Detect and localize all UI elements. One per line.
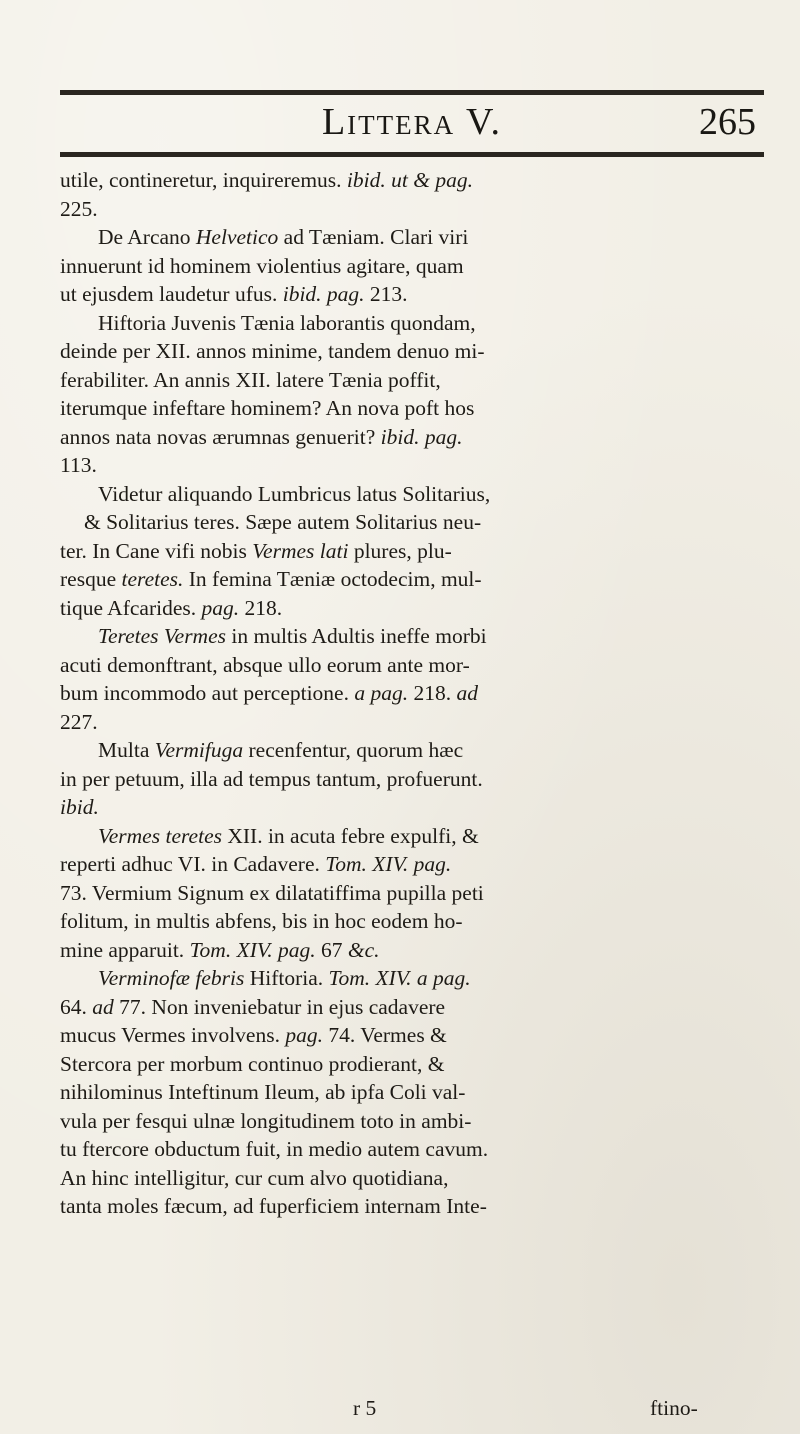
running-head bbox=[60, 100, 764, 144]
text-line: ibid. bbox=[60, 795, 99, 819]
text-line: 64. ad 77. Non inveniebatur in ejus cadavere bbox=[60, 994, 446, 1019]
text-line: acuti demonftrant, absque ullo eorum ante mor- bbox=[60, 652, 470, 677]
text-line: tu ftercore obductum fuit, in medio autem cavum. bbox=[60, 1137, 489, 1161]
text-line: mucus Vermes involvens. pag. 74. Vermes & bbox=[60, 1023, 447, 1047]
text-line: ut ejusdem laudetur ufus. ibid. pag. 213. bbox=[60, 282, 408, 306]
text-line: Teretes Vermes in multis Adultis ineffe morbi bbox=[98, 624, 487, 648]
header-top-rule bbox=[60, 90, 764, 95]
text-line: Stercora per morbum continuo prodierant, & bbox=[60, 1051, 445, 1076]
text-line: ter. In Cane vifi nobis Vermes lati plures, plu- bbox=[60, 538, 452, 563]
text-line: tique Afcarides. pag. 218. bbox=[60, 595, 283, 620]
text-line: deinde per XII. annos minime, tandem denuo mi- bbox=[60, 339, 485, 363]
text-line: ferabiliter. An annis XII. latere Tænia poffit, bbox=[60, 367, 441, 392]
running-head-text: Littera V. bbox=[321, 101, 503, 143]
page-footer bbox=[60, 1396, 766, 1426]
text-line: tanta moles fæcum, ad fuperficiem internam Inte- bbox=[60, 1194, 487, 1218]
text-line: innuerunt id hominem violentius agitare, quam bbox=[60, 253, 464, 278]
text-line: 113. bbox=[60, 453, 97, 477]
text-line: utile, contineretur, inquireremus. ibid. ut & pag. bbox=[60, 168, 473, 192]
page-number: 265 bbox=[699, 101, 756, 143]
text-line: An hinc intelligitur, cur cum alvo quotidiana, bbox=[60, 1165, 449, 1190]
body-text bbox=[60, 166, 766, 1221]
text-line: vula per fesqui ulnæ longitudinem toto in ambi- bbox=[60, 1108, 472, 1133]
text-line: nihilominus Inteftinum Ileum, ab ipfa Coli val- bbox=[60, 1080, 466, 1104]
text-line: folitum, in multis abfens, bis in hoc eodem ho- bbox=[60, 909, 463, 933]
text-line: De Arcano Helvetico ad Tæniam. Clari viri bbox=[98, 225, 469, 249]
text-line: in per petuum, illa ad tempus tantum, profuerunt. bbox=[60, 766, 483, 791]
text-line: 227. bbox=[60, 709, 98, 734]
page-header bbox=[60, 98, 764, 150]
text-line: & Solitarius teres. Sæpe autem Solitarius neu- bbox=[84, 510, 482, 534]
text-line: reperti adhuc VI. in Cadavere. Tom. XIV. pag. bbox=[60, 852, 452, 876]
text-line: Videtur aliquando Lumbricus latus Solitarius, bbox=[98, 481, 491, 506]
text-line: Verminofæ febris Hiftoria. Tom. XIV. a pag. bbox=[98, 966, 471, 990]
header-bottom-rule bbox=[60, 152, 764, 157]
text-line: Hiftoria Juvenis Tænia laborantis quondam, bbox=[98, 310, 476, 335]
text-line: bum incommodo aut perceptione. a pag. 218. ad bbox=[60, 681, 478, 705]
text-line: Vermes teretes XII. in acuta febre expulfi, & bbox=[98, 823, 479, 848]
text-line: mine apparuit. Tom. XIV. pag. 67 &c. bbox=[60, 937, 380, 962]
signature-mark: r 5 bbox=[353, 1396, 377, 1420]
text-line: annos nata novas ærumnas genuerit? ibid. pag. bbox=[60, 424, 463, 449]
catchword: ftino- bbox=[650, 1396, 698, 1420]
text-line: 225. bbox=[60, 196, 98, 221]
text-line: Multa Vermifuga recenfentur, quorum hæc bbox=[98, 738, 464, 762]
text-line: resque teretes. In femina Tæniæ octodecim, mul- bbox=[60, 567, 482, 591]
text-line: 73. Vermium Signum ex dilatatiffima pupilla peti bbox=[60, 880, 484, 905]
text-line: iterumque infeftare hominem? An nova poft hos bbox=[60, 396, 475, 420]
